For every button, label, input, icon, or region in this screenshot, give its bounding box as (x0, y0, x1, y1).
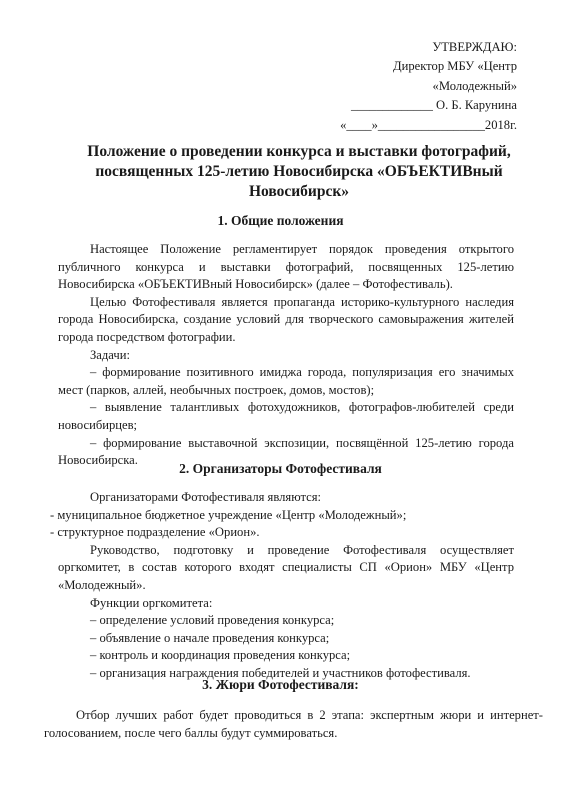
title-line-3: Новосибирск» (248, 183, 350, 200)
organizer-item-2: - структурное подразделение «Орион». (50, 525, 260, 540)
task-item-3: – формирование выставочной экспозиции, посвящённой 125-летию города Новосибирска. (58, 435, 514, 468)
tasks-label: Задачи: (90, 347, 130, 362)
section-3-heading: 3. Жюри Фотофестиваля: (202, 677, 359, 692)
section-1-paragraph-2: Целью Фотофестиваля является пропаганда историко-культурного наследия города Новосибирска, создание условий для творческого самовыражения жителей города посредством фотографии. (58, 294, 514, 344)
organizers-intro: Организаторами Фотофестиваля являются: (90, 490, 321, 504)
section-3-paragraph-1: Отбор лучших работ будет проводиться в 2 этапа: экспертным жюри и интернет-голосованием, после чего баллы будут суммироваться. (44, 708, 543, 740)
approval-block (340, 38, 517, 135)
section-1-body (58, 241, 514, 470)
approval-date-line: «____»_________________2018г. (340, 117, 517, 132)
organizer-item-1: - муниципальное бюджетное учреждение «Центр «Молодежный»; (50, 507, 407, 522)
section-2-heading: 2. Организаторы Фотофестиваля (179, 461, 382, 476)
function-item-2: – объявление о начале проведения конкурса; (90, 630, 330, 645)
approval-organization: «Молодежный» (432, 78, 517, 93)
approval-position: Директор МБУ «Центр (393, 59, 517, 74)
section-2-body (50, 489, 514, 683)
section-1-heading: 1. Общие положения (217, 213, 344, 228)
function-item-3: – контроль и координация проведения конкурса; (90, 648, 351, 663)
function-item-4: – организация награждения победителей и участников фотофестиваля. (90, 665, 471, 680)
title-line-2: посвященных 125-летию Новосибирска «ОБЪЕКТИВный (95, 163, 503, 180)
section-3-body (44, 707, 543, 742)
section-1-paragraph-1: Настоящее Положение регламентирует порядок проведения открытого публичного конкурса и выставки фотографий, посвященных 125-летию Новосибирска «ОБЪЕКТИВный Новосибирск» (далее – Фотофестиваль). (58, 242, 514, 292)
document-title (55, 142, 543, 202)
approval-signature-line: _____________ О. Б. Карунина (351, 98, 517, 113)
functions-label: Функции оргкомитета: (90, 595, 213, 610)
approval-heading: УТВЕРЖДАЮ: (432, 40, 517, 54)
task-item-2: – выявление талантливых фотохудожников, фотографов-любителей среди новосибирцев; (58, 400, 514, 432)
title-line-1: Положение о проведении конкурса и выставки фотографий, (87, 143, 511, 160)
function-item-1: – определение условий проведения конкурса; (90, 613, 335, 628)
task-item-1: – формирование позитивного имиджа города, популяризация его значимых мест (парков, аллей, необычных построек, домов, мостов); (58, 365, 514, 397)
section-2-paragraph-1: Руководство, подготовку и проведение Фотофестиваля осуществляет оргкомитет, в состав которого входят специалисты СП «Орион» МБУ «Центр «Молодежный». (58, 542, 514, 592)
